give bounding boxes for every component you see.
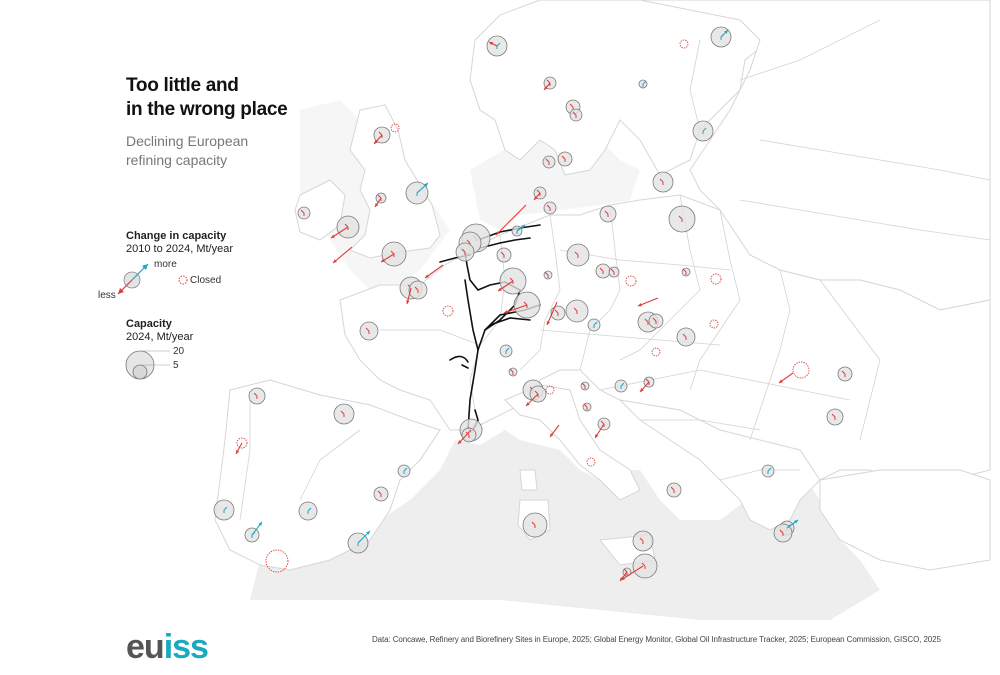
refinery-site bbox=[462, 428, 476, 442]
refinery-site bbox=[633, 531, 653, 551]
refinery-site bbox=[653, 172, 673, 192]
legend-change-title: Change in capacity bbox=[126, 230, 227, 242]
refinery-site bbox=[558, 152, 572, 166]
legend-less-label: less bbox=[98, 290, 116, 301]
legend-capacity-5-label: 5 bbox=[173, 360, 179, 371]
refinery-site bbox=[677, 328, 695, 346]
refinery-site bbox=[600, 206, 616, 222]
legend-capacity-5 bbox=[133, 365, 147, 379]
refinery-site bbox=[214, 500, 234, 520]
legend-change-heading bbox=[126, 230, 233, 256]
refinery-site bbox=[456, 243, 474, 261]
euiss-logo bbox=[126, 628, 208, 667]
refinery-site bbox=[570, 109, 582, 121]
refinery-site bbox=[615, 380, 627, 392]
data-source-note: Data: Concawe, Refinery and Biorefinery Sites in Europe, 2025; Global Energy Monitor, Global Oil Infrastructure Tracker, 2025; European Commission, GISCO, 2025 bbox=[372, 635, 941, 644]
refinery-site bbox=[566, 300, 588, 322]
refinery-site bbox=[334, 404, 354, 424]
legend-more-label: more bbox=[154, 259, 177, 270]
refinery-site bbox=[633, 554, 657, 578]
refinery-site bbox=[544, 271, 552, 279]
legend-capacity-subtitle: 2024, Mt/year bbox=[126, 331, 194, 343]
refinery-site bbox=[544, 202, 556, 214]
refinery-site bbox=[693, 121, 713, 141]
refinery-site bbox=[669, 206, 695, 232]
title-line-2: in the wrong place bbox=[126, 99, 288, 120]
refinery-site bbox=[360, 322, 378, 340]
refinery-site bbox=[596, 264, 610, 278]
map-title bbox=[126, 74, 326, 122]
refinery-site bbox=[374, 487, 388, 501]
refinery-site bbox=[509, 368, 517, 376]
title-line-1: Too little and bbox=[126, 75, 239, 96]
refinery-site bbox=[567, 244, 589, 266]
refinery-site bbox=[500, 345, 512, 357]
logo-iss: iss bbox=[163, 628, 208, 666]
refinery-site bbox=[551, 306, 565, 320]
refinery-site bbox=[409, 281, 427, 299]
map-subtitle bbox=[126, 132, 286, 170]
refinery-site bbox=[649, 314, 663, 328]
refinery-site bbox=[299, 502, 317, 520]
refinery-site bbox=[543, 156, 555, 168]
refinery-site bbox=[398, 465, 410, 477]
refinery-site bbox=[588, 319, 600, 331]
refinery-site bbox=[682, 268, 690, 276]
refinery-site bbox=[583, 403, 591, 411]
refinery-site bbox=[667, 483, 681, 497]
refinery-site bbox=[838, 367, 852, 381]
legend-capacity-heading bbox=[126, 318, 193, 344]
legend-capacity-title: Capacity bbox=[126, 318, 172, 330]
refinery-site bbox=[609, 267, 619, 277]
legend-closed-label: Closed bbox=[190, 275, 222, 286]
refinery-site bbox=[523, 513, 547, 537]
refinery-site bbox=[249, 388, 265, 404]
refinery-site bbox=[581, 382, 589, 390]
refinery-site bbox=[298, 207, 310, 219]
refinery-site bbox=[497, 248, 511, 262]
refinery-site bbox=[639, 80, 647, 88]
subtitle-line-1: Declining European bbox=[126, 133, 249, 149]
logo-eu: eu bbox=[126, 628, 164, 666]
legend-change-subtitle: 2010 to 2024, Mt/year bbox=[126, 243, 234, 255]
refinery-site bbox=[827, 409, 843, 425]
legend-capacity-20-label: 20 bbox=[173, 346, 185, 357]
subtitle-line-2: refining capacity bbox=[126, 152, 228, 168]
refinery-site bbox=[762, 465, 774, 477]
